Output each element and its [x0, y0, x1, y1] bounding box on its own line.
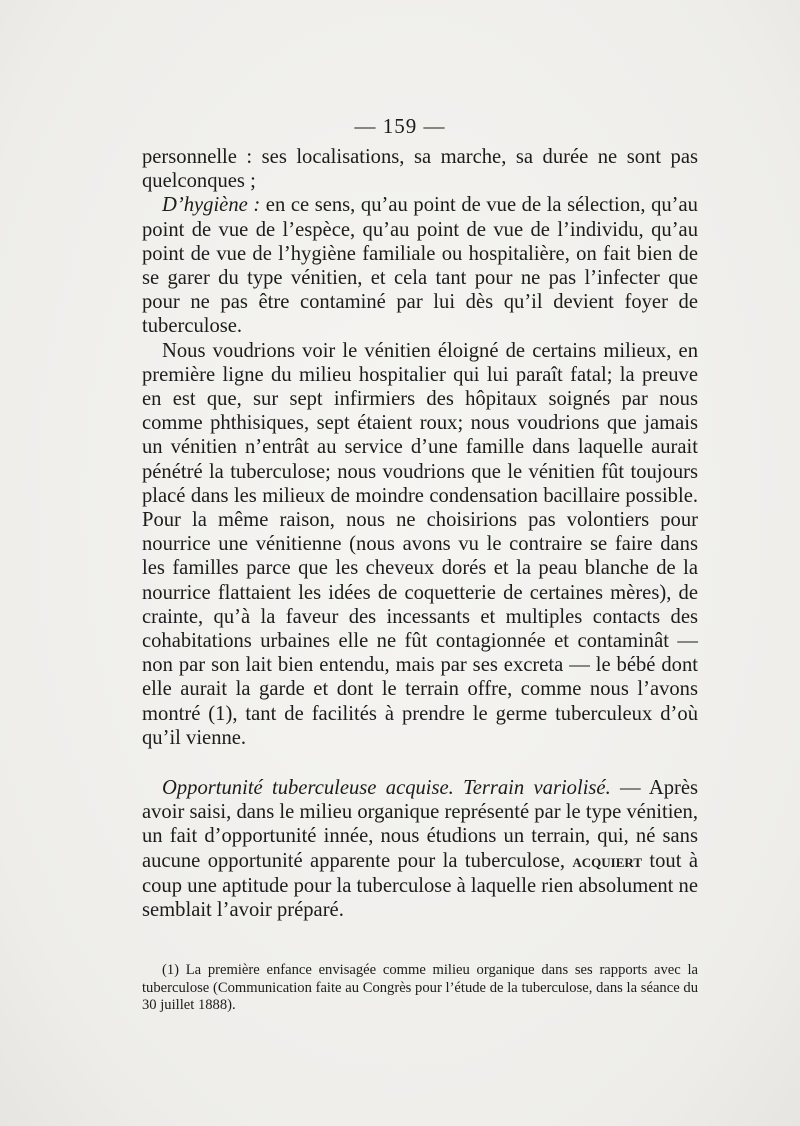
paragraph-2-text: en ce sens, qu’au point de vue de la sélection, qu’au point de vue de l’espèce, qu’au point de vue de l’individu, qu’au point de vue de l’hygiène familiale ou hospitalière, on fait bien de se garer du type vénitien, et cela tant pour ne pas l’infecter que pour ne pas être contaminé par lui dès qu’il devient foyer de tuberculose. [142, 194, 698, 338]
paragraph-1: personnelle : ses localisations, sa marche, sa durée ne sont pas quelconques ; [142, 146, 698, 193]
page-number: — 159 — [354, 114, 446, 138]
paragraph-3: Nous voudrions voir le vénitien éloigné de certains milieux, en première ligne du milieu hospitalier qui lui paraît fatal; la preuve en est que, sur sept infirmiers des hôpitaux soignés par nous comme phthisiques, sept étaient roux; nous voudrions que jamais un vénitien n’entrât au service d’une famille dans laquelle aurait pénétré la tuberculose; nous voudrions que le vénitien fût toujours placé dans les milieux de moindre condensation bacillaire possible. Pour la même raison, nous ne choisirions pas volontiers pour nourrice une vénitienne (nous avons vu le contraire se faire dans les familles parce que les cheveux dorés et la peau blanche de la nourrice flattaient les idées de coquetterie de certaines mères), de crainte, qu’à la faveur des incessants et multiples contacts des cohabitations urbaines elle ne fût contagionnée et contaminât — non par son lait bien entendu, mais par ses excreta — le bébé dont elle aurait la garde et dont le terrain offre, comme nous l’avons montré (1), tant de facilités à prendre le germe tuberculeux d’où qu’il vienne. [142, 339, 698, 749]
paragraph-4-text-1: — Après avoir saisi, dans le milieu organique représenté par le type vénitien, un fait d’opportunité innée, nous étudions un terrain, qui, né sans aucune opportunité apparente pour la tuberculose, [142, 777, 699, 872]
section-gap [142, 750, 698, 776]
emphasis-acquiert: acquiert [572, 850, 642, 872]
hygiene-lead: D’hygiène : [162, 194, 261, 217]
footnote [142, 962, 698, 1015]
section-heading: Opportunité tuberculeuse acquise. Terrain variolisé. [162, 777, 611, 800]
paragraph-4-text-2: tout à coup une aptitude pour la tuberculose à laquelle rien absolument ne semblait l’avoir préparé. [142, 849, 698, 922]
paragraph-2 [142, 193, 698, 338]
paragraph-4 [142, 776, 698, 922]
footnote-text: (1) La première enfance envisagée comme milieu organique dans ses rapports avec la tuberculose (Communication faite au Congrès pour l’étude de la tuberculose, dans la séance du 30 juillet 1888). [142, 962, 698, 1014]
body-text [142, 145, 698, 922]
